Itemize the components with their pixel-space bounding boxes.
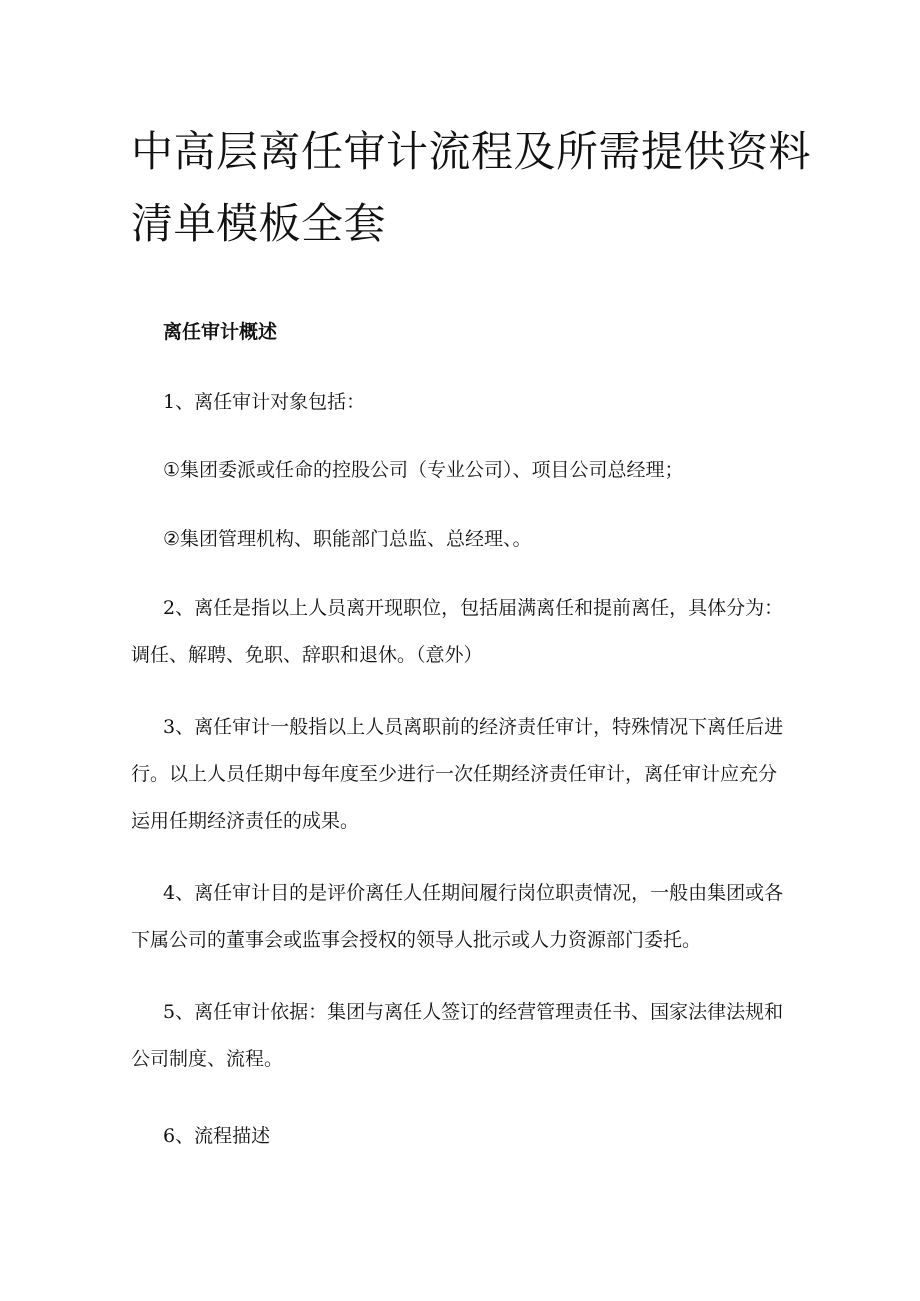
paragraph-number: 4 — [163, 882, 176, 904]
paragraph-text: 、离任审计依据：集团与离任人签订的经营管理责任书、国家法律法规和公司制度、流程。 — [131, 1001, 784, 1070]
paragraph-number: 5 — [163, 1001, 176, 1023]
paragraph-5 — [131, 989, 795, 1083]
paragraph-text: 、离任审计目的是评价离任人任期间履行岗位职责情况，一般由集团或各下属公司的董事会或监事会授权的领导人批示或人力资源部门委托。 — [131, 882, 784, 951]
paragraph-text: 、离任是指以上人员离开现职位，包括届满离任和提前离任，具体分为：调任、解聘、免职、辞职和退休。（意外） — [131, 597, 784, 666]
paragraph-2 — [131, 585, 795, 679]
section-heading: 离任审计概述 — [163, 321, 278, 343]
document-title: 中高层离任审计流程及所需提供资料清单模板全套 — [131, 127, 812, 248]
paragraph-text: ①集团委派或任命的控股公司（专业公司）、项目公司总经理； — [163, 459, 684, 481]
paragraph-list-item-2 — [131, 516, 795, 563]
paragraph-4 — [131, 870, 795, 964]
paragraph-1 — [131, 379, 795, 426]
paragraph-3 — [131, 704, 795, 845]
paragraph-text: ②集团管理机构、职能部门总监、总经理、。 — [163, 528, 532, 550]
paragraph-number: 2 — [163, 597, 176, 619]
paragraph-6 — [131, 1113, 795, 1160]
paragraph-text: 、流程描述 — [175, 1125, 271, 1147]
paragraph-list-item-1 — [131, 447, 795, 494]
paragraph-number: 1 — [163, 391, 176, 413]
paragraph-number: 3 — [163, 716, 176, 738]
paragraph-text: 、离任审计一般指以上人员离职前的经济责任审计，特殊情况下离任后进行。以上人员任期中每年度至少进行一次任期经济责任审计，离任审计应充分运用任期经济责任的成果。 — [131, 716, 784, 832]
paragraph-text: 、离任审计对象包括： — [175, 391, 366, 413]
paragraph-number: 6 — [163, 1125, 176, 1147]
